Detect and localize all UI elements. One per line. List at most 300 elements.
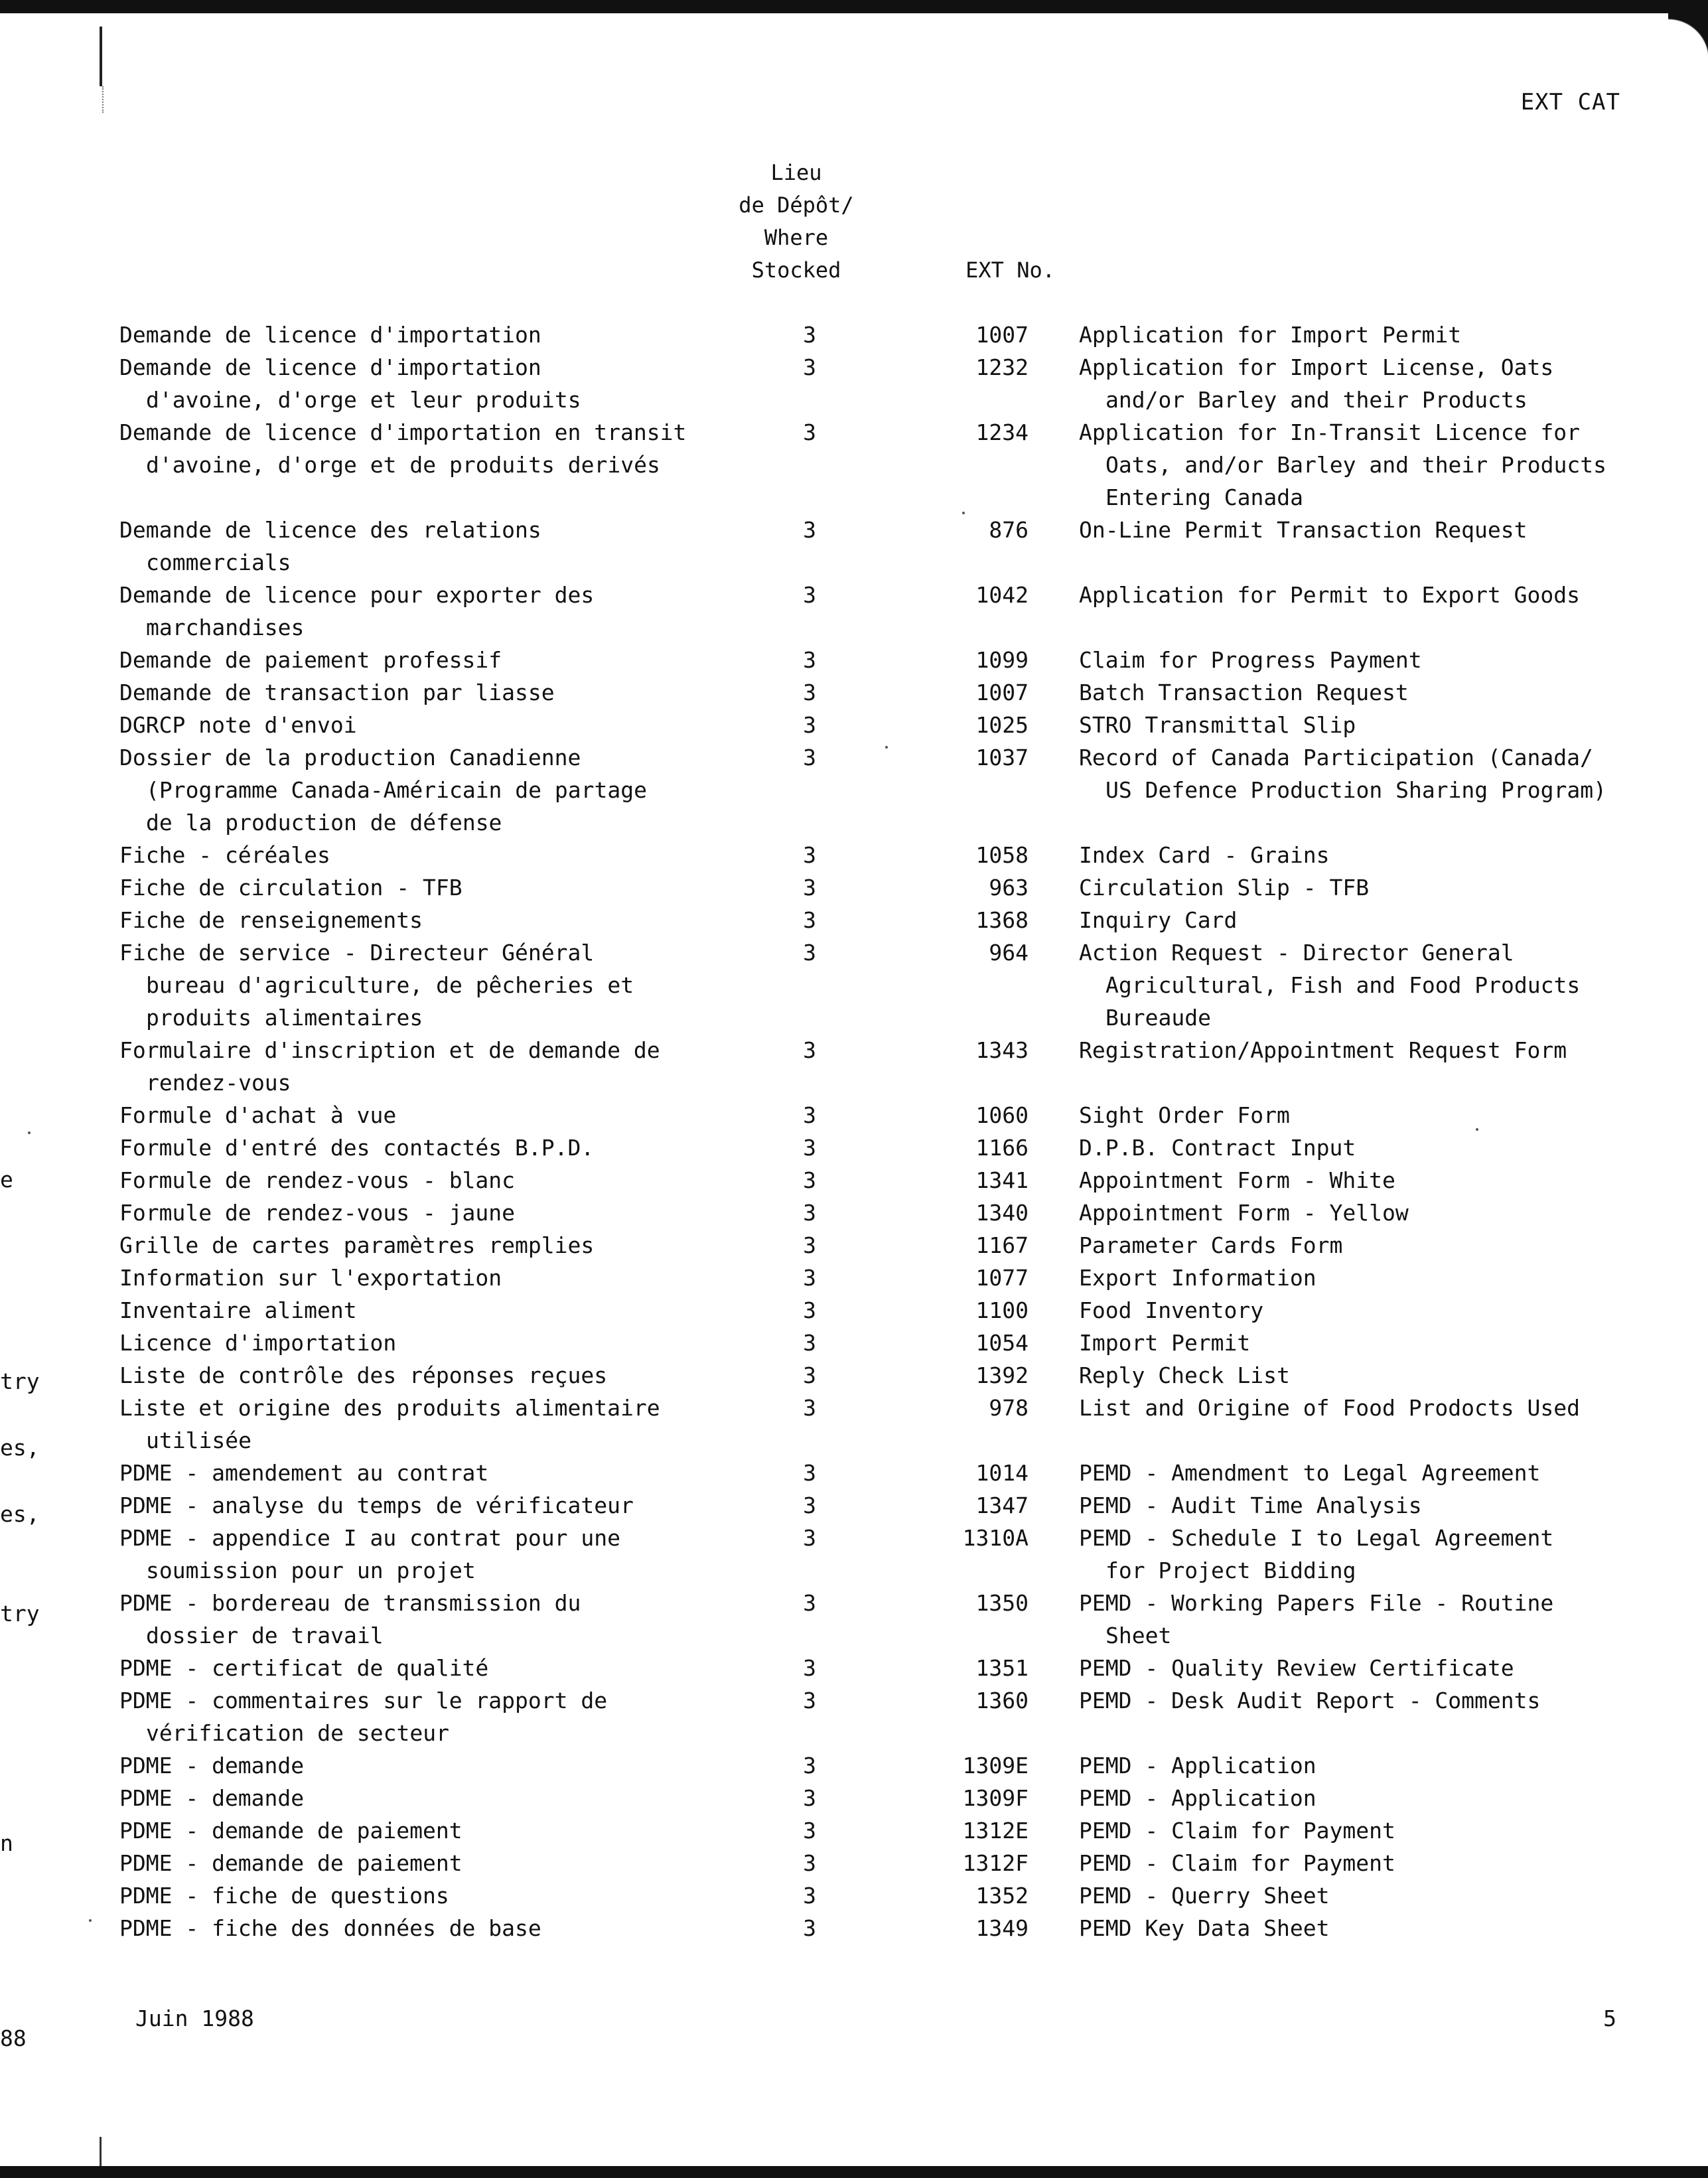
table-row	[0, 1749, 1708, 1782]
margin-fragment: 88	[0, 2025, 27, 2051]
english-title	[1079, 1782, 1317, 1814]
french-title-line: utilisée	[146, 1427, 251, 1453]
ext-number: 1343	[975, 1037, 1029, 1063]
stocked-location: 3	[803, 1785, 816, 1811]
french-title-line: (Programme Canada-Américain de partage	[146, 777, 647, 803]
table-row	[0, 1814, 1708, 1847]
french-title	[119, 1879, 449, 1912]
english-title	[1079, 514, 1528, 546]
table-row	[0, 1782, 1708, 1814]
french-title-line: Licence d'importation	[119, 1330, 397, 1356]
english-title	[1079, 1522, 1553, 1587]
ext-number: 1310A	[962, 1525, 1029, 1551]
french-title-line: PDME - analyse du temps de vérificateur	[119, 1492, 634, 1518]
table-row	[0, 676, 1708, 709]
french-title-line: d'avoine, d'orge et leur produits	[146, 387, 581, 413]
french-title	[119, 1814, 463, 1847]
stocked-location: 3	[803, 1688, 816, 1713]
scan-speck	[28, 1131, 31, 1134]
table-row	[0, 351, 1708, 416]
french-title-line: Demande de licence pour exporter des	[119, 582, 595, 608]
french-title-line: Fiche de service - Directeur Général	[119, 940, 595, 966]
stocked-location: 3	[803, 1102, 816, 1128]
french-title-line: Formulaire d'inscription et de demande de	[119, 1037, 660, 1063]
english-title	[1079, 416, 1606, 514]
french-title-line: PDME - demande	[119, 1785, 305, 1811]
french-title	[119, 1522, 620, 1587]
english-title-line: Food Inventory	[1079, 1297, 1264, 1323]
french-title-line: PDME - bordereau de transmission du	[119, 1590, 581, 1616]
french-title	[119, 1847, 463, 1879]
french-title	[119, 1749, 304, 1782]
french-title	[119, 319, 541, 351]
english-title	[1079, 1131, 1356, 1164]
ext-number: 1037	[975, 745, 1029, 770]
page-number: 5	[1603, 2005, 1616, 2031]
margin-fragment: try	[0, 1368, 40, 1394]
french-title-line: Formule de rendez-vous - blanc	[119, 1167, 516, 1193]
english-title	[1079, 1847, 1395, 1879]
scan-bottom-border	[0, 2166, 1708, 2178]
english-title-line: Sight Order Form	[1079, 1102, 1290, 1128]
english-title	[1079, 1652, 1514, 1684]
form-catalog-table	[0, 319, 1708, 1944]
stocked-location: 3	[803, 680, 816, 705]
english-title-line: Agricultural, Fish and Food Products	[1105, 972, 1581, 998]
french-title-line: rendez-vous	[146, 1070, 291, 1096]
binder-dots	[102, 86, 105, 113]
table-row	[0, 1229, 1708, 1262]
english-title	[1079, 1034, 1567, 1066]
french-title	[119, 514, 541, 579]
english-title	[1079, 1197, 1409, 1229]
ext-number: 1350	[975, 1590, 1029, 1616]
english-title	[1079, 351, 1553, 416]
english-title-line: Action Request - Director General	[1079, 940, 1514, 966]
table-row	[0, 1489, 1708, 1522]
french-title-line: d'avoine, d'orge et de produits derivés	[146, 452, 660, 478]
english-title-line: Application for Import Permit	[1079, 322, 1462, 348]
english-title-line: Parameter Cards Form	[1079, 1232, 1343, 1258]
french-title-line: Formule de rendez-vous - jaune	[119, 1200, 516, 1226]
english-title	[1079, 1684, 1540, 1717]
english-title	[1079, 936, 1580, 1034]
ext-number: 1352	[975, 1883, 1029, 1909]
english-title	[1079, 871, 1369, 904]
ext-number: 1232	[975, 354, 1029, 380]
margin-fragment: try	[0, 1601, 40, 1627]
ext-number: 1312E	[962, 1818, 1029, 1844]
english-title-line: PEMD - Claim for Payment	[1079, 1850, 1395, 1876]
column-header-line: de Dépôt/	[739, 192, 854, 218]
ext-number: 876	[989, 517, 1029, 543]
stocked-location: 3	[803, 1883, 816, 1909]
french-title-line: Fiche - céréales	[119, 842, 330, 868]
english-title-line: PEMD - Application	[1079, 1785, 1317, 1811]
table-row	[0, 709, 1708, 741]
table-row	[0, 416, 1708, 514]
ext-number: 964	[989, 940, 1029, 966]
english-title-line: for Project Bidding	[1105, 1558, 1356, 1583]
margin-fragment: es,	[0, 1501, 40, 1527]
table-row	[0, 904, 1708, 936]
ext-number: 1360	[975, 1688, 1029, 1713]
french-title	[119, 839, 330, 871]
french-title-line: Fiche de renseignements	[119, 907, 423, 933]
stocked-location: 3	[803, 1037, 816, 1063]
table-row	[0, 1912, 1708, 1944]
french-title-line: Liste et origine des produits alimentaire	[119, 1395, 660, 1421]
french-title-line: PDME - demande de paiement	[119, 1818, 463, 1844]
stocked-location: 3	[803, 1590, 816, 1616]
english-title	[1079, 676, 1409, 709]
french-title-line: Grille de cartes paramètres remplies	[119, 1232, 595, 1258]
table-row	[0, 1099, 1708, 1131]
table-row	[0, 1522, 1708, 1587]
stocked-location: 3	[803, 1655, 816, 1681]
table-row	[0, 1879, 1708, 1912]
english-title-line: D.P.B. Contract Input	[1079, 1135, 1356, 1161]
english-title	[1079, 1912, 1330, 1944]
french-title-line: Fiche de circulation - TFB	[119, 875, 463, 901]
english-title	[1079, 1814, 1395, 1847]
ext-number: 1077	[975, 1265, 1029, 1291]
stocked-location: 3	[803, 907, 816, 933]
stocked-location: 3	[803, 745, 816, 770]
french-title-line: Demande de licence des relations	[119, 517, 541, 543]
english-title	[1079, 741, 1606, 806]
english-title	[1079, 904, 1237, 936]
english-title-line: Appointment Form - White	[1079, 1167, 1395, 1193]
english-title-line: On-Line Permit Transaction Request	[1079, 517, 1528, 543]
ext-number: 1014	[975, 1460, 1029, 1486]
column-header-ext-no: EXT No.	[965, 257, 1055, 283]
stocked-location: 3	[803, 1330, 816, 1356]
french-title-line: vérification de secteur	[146, 1720, 449, 1746]
ext-number: 1347	[975, 1492, 1029, 1518]
ext-number: 1100	[975, 1297, 1029, 1323]
french-title	[119, 1034, 660, 1099]
english-title	[1079, 1327, 1250, 1359]
stocked-location: 3	[803, 1818, 816, 1844]
ext-number: 1234	[975, 419, 1029, 445]
english-title-line: Claim for Progress Payment	[1079, 647, 1422, 673]
stocked-location: 3	[803, 1395, 816, 1421]
french-title	[119, 1262, 502, 1294]
ext-number: 963	[989, 875, 1029, 901]
ext-number: 1341	[975, 1167, 1029, 1193]
french-title	[119, 1229, 594, 1262]
binder-mark	[100, 27, 102, 86]
french-title-line: PDME - fiche de questions	[119, 1883, 449, 1909]
table-row	[0, 1847, 1708, 1879]
stocked-location: 3	[803, 354, 816, 380]
ext-number: 1340	[975, 1200, 1029, 1226]
column-header-line: Where	[764, 225, 829, 250]
table-row	[0, 936, 1708, 1034]
table-row	[0, 1131, 1708, 1164]
english-title-line: PEMD - Application	[1079, 1753, 1317, 1779]
french-title-line: Demande de licence d'importation	[119, 354, 541, 380]
french-title	[119, 1359, 607, 1392]
french-title	[119, 1684, 607, 1749]
stocked-location: 3	[803, 1915, 816, 1941]
english-title	[1079, 1879, 1330, 1912]
english-title	[1079, 319, 1461, 351]
english-title-line: Import Permit	[1079, 1330, 1251, 1356]
french-title	[119, 1099, 396, 1131]
scan-corner-shadow	[1668, 0, 1708, 60]
french-title-line: PDME - amendement au contrat	[119, 1460, 489, 1486]
english-title-line: Registration/Appointment Request Form	[1079, 1037, 1567, 1063]
english-title-line: and/or Barley and their Products	[1105, 387, 1528, 413]
english-title-line: Reply Check List	[1079, 1362, 1290, 1388]
table-row	[0, 1457, 1708, 1489]
margin-fragment: e	[0, 1167, 13, 1193]
french-title-line: bureau d'agriculture, de pêcheries et	[146, 972, 634, 998]
english-title-line: Sheet	[1105, 1623, 1172, 1648]
table-row	[0, 644, 1708, 676]
french-title	[119, 579, 594, 644]
table-row	[0, 1587, 1708, 1652]
ext-number: 1007	[975, 680, 1029, 705]
stocked-location: 3	[803, 1492, 816, 1518]
french-title-line: Demande de licence d'importation en transit	[119, 419, 687, 445]
french-title	[119, 1294, 357, 1327]
table-row	[0, 1197, 1708, 1229]
french-title	[119, 676, 555, 709]
english-title	[1079, 1457, 1540, 1489]
stocked-location: 3	[803, 1265, 816, 1291]
english-title	[1079, 644, 1422, 676]
french-title-line: de la production de défense	[146, 810, 502, 835]
french-title	[119, 1782, 304, 1814]
french-title	[119, 1587, 581, 1652]
stocked-location: 3	[803, 1167, 816, 1193]
french-title	[119, 1912, 541, 1944]
french-title-line: DGRCP note d'envoi	[119, 712, 357, 738]
stocked-location: 3	[803, 1200, 816, 1226]
english-title	[1079, 1489, 1422, 1522]
stocked-location: 3	[803, 1525, 816, 1551]
english-title-line: PEMD - Amendment to Legal Agreement	[1079, 1460, 1541, 1486]
english-title-line: PEMD - Audit Time Analysis	[1079, 1492, 1422, 1518]
margin-fragment: es,	[0, 1435, 40, 1461]
english-title-line: Inquiry Card	[1079, 907, 1238, 933]
stocked-location: 3	[803, 875, 816, 901]
english-title-line: PEMD - Querry Sheet	[1079, 1883, 1330, 1909]
english-title-line: Application for Permit to Export Goods	[1079, 582, 1580, 608]
french-title-line: Inventaire aliment	[119, 1297, 357, 1323]
stocked-location: 3	[803, 842, 816, 868]
ext-number: 1060	[975, 1102, 1029, 1128]
table-row	[0, 1652, 1708, 1684]
french-title-line: PDME - fiche des données de base	[119, 1915, 541, 1941]
catalog-code: EXT CAT	[1520, 89, 1620, 115]
english-title	[1079, 1164, 1395, 1197]
french-title-line: Demande de transaction par liasse	[119, 680, 555, 705]
table-row	[0, 1294, 1708, 1327]
table-row	[0, 1327, 1708, 1359]
stocked-location: 3	[803, 419, 816, 445]
french-title	[119, 936, 634, 1034]
stocked-location: 3	[803, 1460, 816, 1486]
french-title	[119, 871, 463, 904]
english-title	[1079, 839, 1330, 871]
french-title-line: marchandises	[146, 615, 305, 640]
french-title-line: Liste de contrôle des réponses reçues	[119, 1362, 608, 1388]
column-header-stocked	[730, 157, 863, 287]
french-title-line: Demande de paiement professif	[119, 647, 502, 673]
stocked-location: 3	[803, 647, 816, 673]
table-row	[0, 319, 1708, 351]
scan-speck	[89, 1919, 92, 1922]
ext-number: 1312F	[962, 1850, 1029, 1876]
english-title-line: List and Origine of Food Prodocts Used	[1079, 1395, 1580, 1421]
french-title	[119, 1652, 488, 1684]
french-title-line: soumission pour un projet	[146, 1558, 476, 1583]
stocked-location: 3	[803, 1232, 816, 1258]
english-title-line: Index Card - Grains	[1079, 842, 1330, 868]
table-row	[0, 1684, 1708, 1749]
french-title	[119, 1131, 594, 1164]
scan-speck	[1476, 1128, 1478, 1131]
table-row	[0, 579, 1708, 644]
margin-fragment: n	[0, 1830, 13, 1856]
stocked-location: 3	[803, 1850, 816, 1876]
english-title	[1079, 1262, 1317, 1294]
french-title	[119, 1164, 515, 1197]
french-title-line: produits alimentaires	[146, 1005, 423, 1031]
ext-number: 978	[989, 1395, 1029, 1421]
english-title-line: Appointment Form - Yellow	[1079, 1200, 1409, 1226]
ext-number: 1351	[975, 1655, 1029, 1681]
english-title	[1079, 1359, 1290, 1392]
ext-number: 1025	[975, 712, 1029, 738]
ext-number: 1058	[975, 842, 1029, 868]
english-title-line: PEMD - Quality Review Certificate	[1079, 1655, 1514, 1681]
english-title-line: PEMD Key Data Sheet	[1079, 1915, 1330, 1941]
stocked-location: 3	[803, 322, 816, 348]
english-title-line: STRO Transmittal Slip	[1079, 712, 1356, 738]
french-title	[119, 416, 686, 481]
english-title	[1079, 709, 1356, 741]
table-row	[0, 1392, 1708, 1457]
french-title-line: PDME - commentaires sur le rapport de	[119, 1688, 608, 1713]
stocked-location: 3	[803, 1135, 816, 1161]
ext-number: 1166	[975, 1135, 1029, 1161]
ext-number: 1309E	[962, 1753, 1029, 1779]
stocked-location: 3	[803, 582, 816, 608]
english-title-line: Entering Canada	[1105, 484, 1304, 510]
column-header-line: Lieu	[770, 160, 822, 185]
english-title-line: Bureaude	[1105, 1005, 1211, 1031]
ext-number: 1392	[975, 1362, 1029, 1388]
french-title-line: PDME - appendice I au contrat pour une	[119, 1525, 620, 1551]
french-title-line: commercials	[146, 549, 291, 575]
stocked-location: 3	[803, 1362, 816, 1388]
stocked-location: 3	[803, 1297, 816, 1323]
french-title-line: PDME - demande	[119, 1753, 305, 1779]
english-title-line: Export Information	[1079, 1265, 1317, 1291]
french-title	[119, 741, 647, 839]
english-title-line: PEMD - Schedule I to Legal Agreement	[1079, 1525, 1554, 1551]
english-title	[1079, 1229, 1342, 1262]
english-title	[1079, 1587, 1553, 1652]
english-title-line: Batch Transaction Request	[1079, 680, 1409, 705]
french-title	[119, 1197, 515, 1229]
english-title-line: PEMD - Claim for Payment	[1079, 1818, 1395, 1844]
ext-number: 1042	[975, 582, 1029, 608]
table-row	[0, 1262, 1708, 1294]
english-title-line: US Defence Production Sharing Program)	[1105, 777, 1606, 803]
binder-mark-bottom	[100, 2137, 102, 2166]
french-title	[119, 709, 357, 741]
french-title	[119, 1457, 488, 1489]
english-title-line: PEMD - Working Papers File - Routine	[1079, 1590, 1554, 1616]
footer-date: Juin 1988	[135, 2005, 254, 2031]
table-row	[0, 514, 1708, 579]
table-row	[0, 839, 1708, 871]
ext-number: 1007	[975, 322, 1029, 348]
french-title-line: PDME - certificat de qualité	[119, 1655, 489, 1681]
ext-number: 1167	[975, 1232, 1029, 1258]
french-title-line: PDME - demande de paiement	[119, 1850, 463, 1876]
french-title	[119, 904, 423, 936]
ext-number: 1099	[975, 647, 1029, 673]
ext-number: 1368	[975, 907, 1029, 933]
table-row	[0, 1164, 1708, 1197]
french-title-line: dossier de travail	[146, 1623, 384, 1648]
french-title	[119, 644, 502, 676]
french-title-line: Information sur l'exportation	[119, 1265, 502, 1291]
scan-speck	[885, 746, 888, 749]
english-title-line: Application for In-Transit Licence for	[1079, 419, 1580, 445]
english-title	[1079, 1749, 1317, 1782]
french-title-line: Formule d'achat à vue	[119, 1102, 397, 1128]
english-title	[1079, 579, 1580, 611]
french-title-line: Demande de licence d'importation	[119, 322, 541, 348]
table-row	[0, 741, 1708, 839]
ext-number: 1349	[975, 1915, 1029, 1941]
english-title-line: PEMD - Desk Audit Report - Comments	[1079, 1688, 1541, 1713]
scan-speck	[962, 512, 965, 514]
table-row	[0, 1359, 1708, 1392]
french-title-line: Formule d'entré des contactés B.P.D.	[119, 1135, 595, 1161]
english-title-line: Application for Import License, Oats	[1079, 354, 1554, 380]
english-title	[1079, 1294, 1263, 1327]
stocked-location: 3	[803, 712, 816, 738]
english-title	[1079, 1099, 1290, 1131]
table-row	[0, 871, 1708, 904]
ext-number: 1309F	[962, 1785, 1029, 1811]
english-title-line: Record of Canada Participation (Canada/	[1079, 745, 1593, 770]
french-title	[119, 1327, 396, 1359]
french-title-line: Dossier de la production Canadienne	[119, 745, 581, 770]
scan-top-border	[0, 0, 1708, 13]
stocked-location: 3	[803, 940, 816, 966]
english-title-line: Circulation Slip - TFB	[1079, 875, 1370, 901]
table-row	[0, 1034, 1708, 1099]
stocked-location: 3	[803, 517, 816, 543]
english-title-line: Oats, and/or Barley and their Products	[1105, 452, 1606, 478]
ext-number: 1054	[975, 1330, 1029, 1356]
column-header-line: Stocked	[751, 257, 841, 283]
stocked-location: 3	[803, 1753, 816, 1779]
french-title	[119, 1489, 634, 1522]
english-title	[1079, 1392, 1580, 1424]
french-title	[119, 1392, 660, 1457]
